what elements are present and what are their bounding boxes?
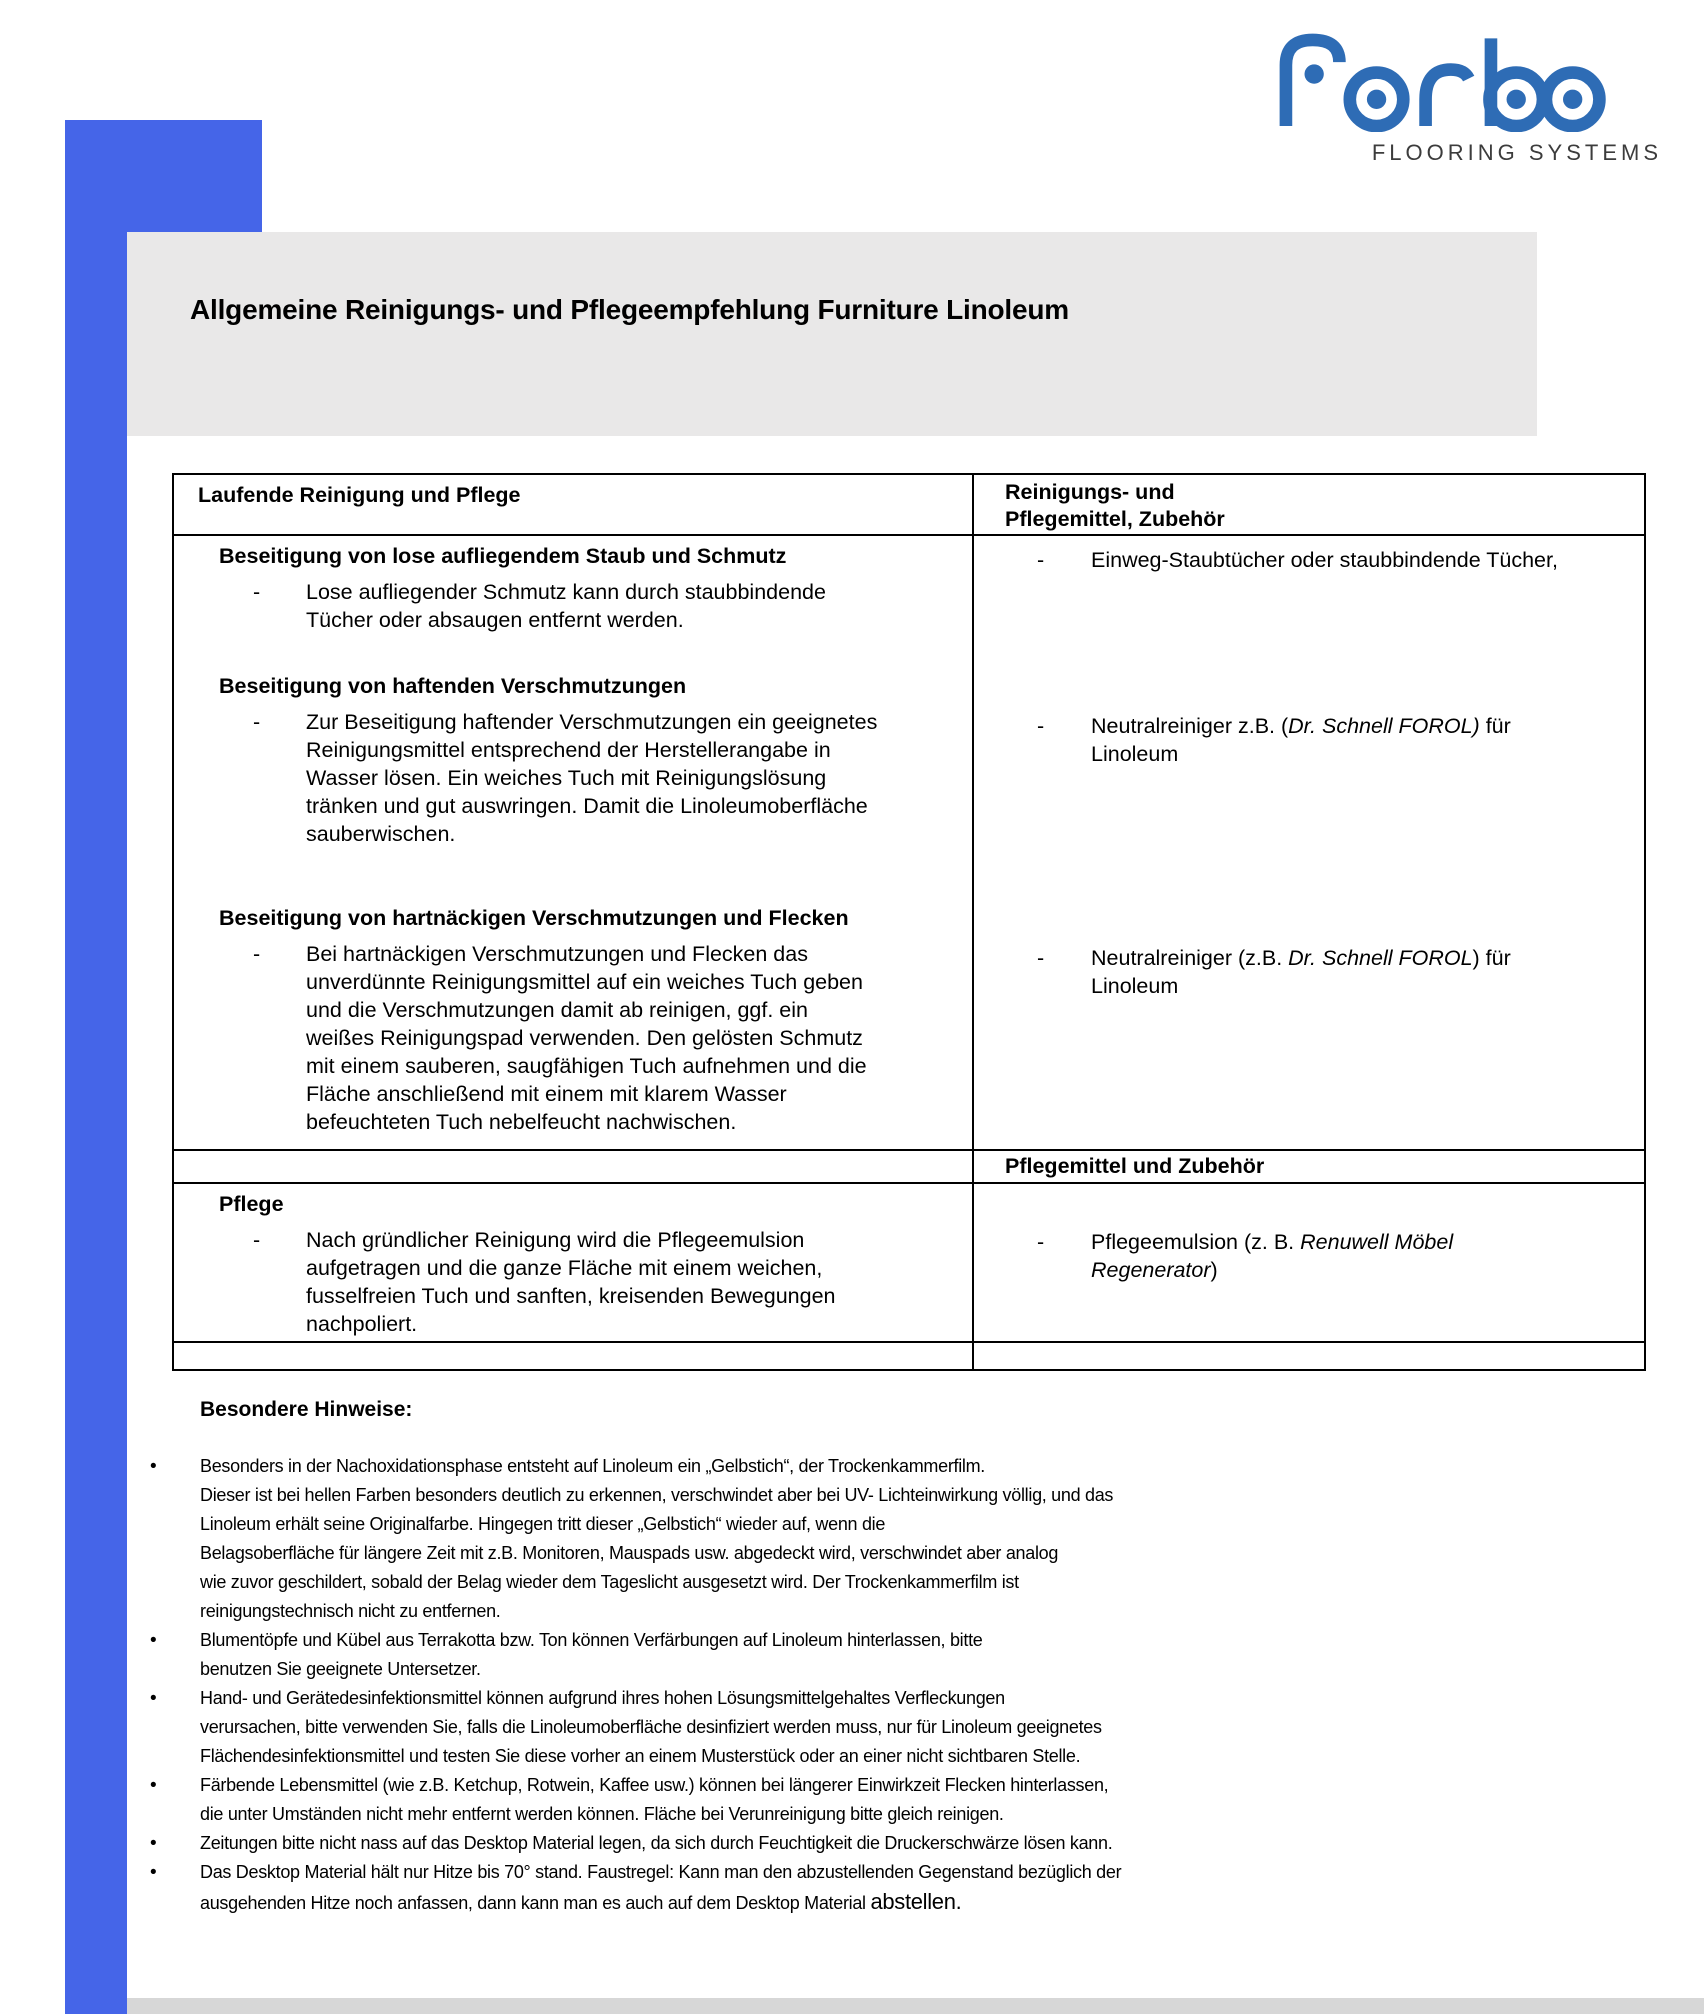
note-item: [150, 1684, 1610, 1771]
notes-heading: Besondere Hinweise:: [200, 1398, 413, 1421]
dash-marker: -: [1037, 946, 1045, 970]
page-title: Allgemeine Reinigungs- und Pflegeempfehlung Furniture Linoleum: [190, 294, 1069, 325]
section-adhering-dirt: [174, 672, 972, 848]
dash-marker: -: [253, 710, 261, 734]
agent-item-text: Einweg-Staubtücher oder staubbindende Tücher,: [1091, 548, 1558, 572]
list-item-text: Lose aufliegender Schmutz kann durch staubbindende Tücher oder absaugen entfernt werden.: [306, 580, 826, 632]
bullet-marker: •: [150, 1456, 157, 1477]
agent-item-text: Neutralreiniger (z.B. Dr. Schnell FOROL) für Linoleum: [1091, 946, 1511, 998]
agent-item-text: Neutralreiniger z.B. (Dr. Schnell FOROL) für Linoleum: [1091, 714, 1511, 766]
cleaning-instructions-cell: [174, 536, 972, 1149]
title-band: [127, 232, 1537, 436]
care-header-cell: [972, 1151, 1644, 1182]
logo-subtitle: FLOORING SYSTEMS: [1371, 140, 1662, 165]
note-item: [150, 1626, 1610, 1684]
note-text: Besonders in der Nachoxidationsphase entsteht auf Linoleum ein „Gelbstich“, der Trockenkammerfilm. Dieser ist bei hellen Farben besonders deutlich zu erkennen, verschwindet aber bei UV- Lichteinwirkung völlig, und das Linoleum erhält seine Originalfarbe. Hingegen tritt dieser „Gelbstich“ wieder auf, wenn die Belagsoberfläche für längere Zeit mit z.B. Monitoren, Mauspads usw. abgedeckt wird, verschwindet aber analog wie zuvor geschildert, sobald der Belag wieder dem Tageslicht ausgesetzt wird. Der Trockenkammerfilm ist reinigungstechnisch nicht zu entfernen.: [200, 1456, 1114, 1621]
note-text: Das Desktop Material hält nur Hitze bis 70° stand. Faustregel: Kann man den abzustellenden Gegenstand bezüglich der ausgehenden Hitze noch anfassen, dann kann man es auch auf dem Desktop Material abstellen.: [200, 1862, 1122, 1914]
bullet-marker: •: [150, 1862, 157, 1883]
dash-marker: -: [253, 942, 261, 966]
table-care-row: [174, 1184, 1644, 1343]
dash-marker: -: [253, 1228, 261, 1252]
dash-marker: -: [1037, 548, 1045, 572]
note-item: [150, 1771, 1610, 1829]
dash-marker: -: [1037, 714, 1045, 738]
section-heading: Beseitigung von haftenden Verschmutzungen: [219, 674, 687, 698]
list-item-text: Bei hartnäckigen Verschmutzungen und Flecken das unverdünnte Reinigungsmittel auf ein weiches Tuch geben und die Verschmutzungen damit ab reinigen, ggf. ein weißes Reinigungspad verwenden. Den gelösten Schmutz mit einem sauberen, saugfähigen Tuch aufnehmen und die Fläche anschließend mit einem mit klarem Wasser befeuchteten Tuch nebelfeucht nachwischen.: [306, 942, 867, 1134]
header-cell-agents: [972, 475, 1644, 534]
table-care-header-row: [174, 1151, 1644, 1184]
header-cell-cleaning: [174, 475, 972, 534]
bullet-marker: •: [150, 1833, 157, 1854]
empty-cell: [174, 1343, 972, 1369]
care-agents-cell: [972, 1184, 1644, 1341]
list-item-text: Nach gründlicher Reinigung wird die Pflegeemulsion aufgetragen und die ganze Fläche mit einem weichen, fusselfreien Tuch und sanften, kreisenden Bewegungen nachpoliert.: [306, 1228, 836, 1336]
blue-corner-decoration: [65, 120, 262, 232]
empty-cell: [174, 1151, 972, 1182]
table-empty-row: [174, 1343, 1644, 1369]
section-heading: Beseitigung von lose aufliegendem Staub und Schmutz: [219, 544, 787, 568]
agent-item: [974, 1228, 1644, 1284]
care-header: Pflegemittel und Zubehör: [1005, 1154, 1265, 1178]
care-instructions-cell: [174, 1184, 972, 1341]
bullet-marker: •: [150, 1630, 157, 1651]
forbo-logo: [1262, 28, 1662, 166]
cleaning-agents-cell: [972, 536, 1644, 1149]
section-dust-removal: [174, 542, 972, 634]
list-item: [174, 1226, 972, 1338]
section-heading: Pflege: [219, 1192, 284, 1216]
note-text: Färbende Lebensmittel (wie z.B. Ketchup, Rotwein, Kaffee usw.) können bei längerer Einwirkzeit Flecken hinterlassen, die unter Umständen nicht mehr entfernt werden können. Fläche bei Verunreinigung bitte gleich reinigen.: [200, 1775, 1109, 1824]
note-item: [150, 1452, 1610, 1626]
table-header-row: [174, 475, 1644, 536]
care-table: [172, 473, 1646, 1371]
agent-item-text: Pflegeemulsion (z. B. Renuwell Möbel Regenerator): [1091, 1230, 1454, 1282]
bottom-page-bar: [127, 1998, 1704, 2014]
note-text: Zeitungen bitte nicht nass auf das Desktop Material legen, da sich durch Feuchtigkeit die Druckerschwärze lösen kann.: [200, 1833, 1113, 1853]
empty-cell: [972, 1343, 1644, 1369]
note-item: [150, 1829, 1610, 1858]
list-item: [174, 940, 972, 1136]
table-right-header: Reinigungs- und Pflegemittel, Zubehör: [1005, 480, 1225, 531]
blue-side-strip: [65, 232, 127, 2014]
note-item: [150, 1858, 1610, 1918]
note-text: Blumentöpfe und Kübel aus Terrakotta bzw. Ton können Verfärbungen auf Linoleum hinterlassen, bitte benutzen Sie geeignete Untersetzer.: [200, 1630, 983, 1679]
agent-item: [974, 546, 1644, 574]
forbo-logo-icon: [1262, 28, 1607, 132]
note-text: Hand- und Gerätedesinfektionsmittel können aufgrund ihres hohen Lösungsmittelgehaltes Verfleckungen verursachen, bitte verwenden Sie, falls die Linoleumoberfläche desinfiziert werden muss, nur für Linoleum geeignetes Flächendesinfektionsmittel und testen Sie diese vorher an einem Musterstück oder an einer nicht sichtbaren Stelle.: [200, 1688, 1102, 1766]
bullet-marker: •: [150, 1688, 157, 1709]
section-heading: Beseitigung von hartnäckigen Verschmutzungen und Flecken: [219, 906, 849, 930]
list-item: [174, 578, 972, 634]
section-stubborn-dirt: [174, 904, 972, 1136]
notes-list: [150, 1452, 1610, 1918]
section-care: [174, 1190, 972, 1338]
list-item: [174, 708, 972, 848]
table-main-row: [174, 536, 1644, 1151]
table-left-header: Laufende Reinigung und Pflege: [198, 483, 521, 507]
list-item-text: Zur Beseitigung haftender Verschmutzungen ein geeignetes Reinigungsmittel entsprechend der Herstellerangabe in Wasser lösen. Ein weiches Tuch mit Reinigungslösung tränken und gut auswringen. Damit die Linoleumoberfläche sauberwischen.: [306, 710, 878, 846]
dash-marker: -: [1037, 1230, 1045, 1254]
dash-marker: -: [253, 580, 261, 604]
agent-item: [974, 944, 1644, 1000]
agent-item: [974, 712, 1644, 768]
bullet-marker: •: [150, 1775, 157, 1796]
